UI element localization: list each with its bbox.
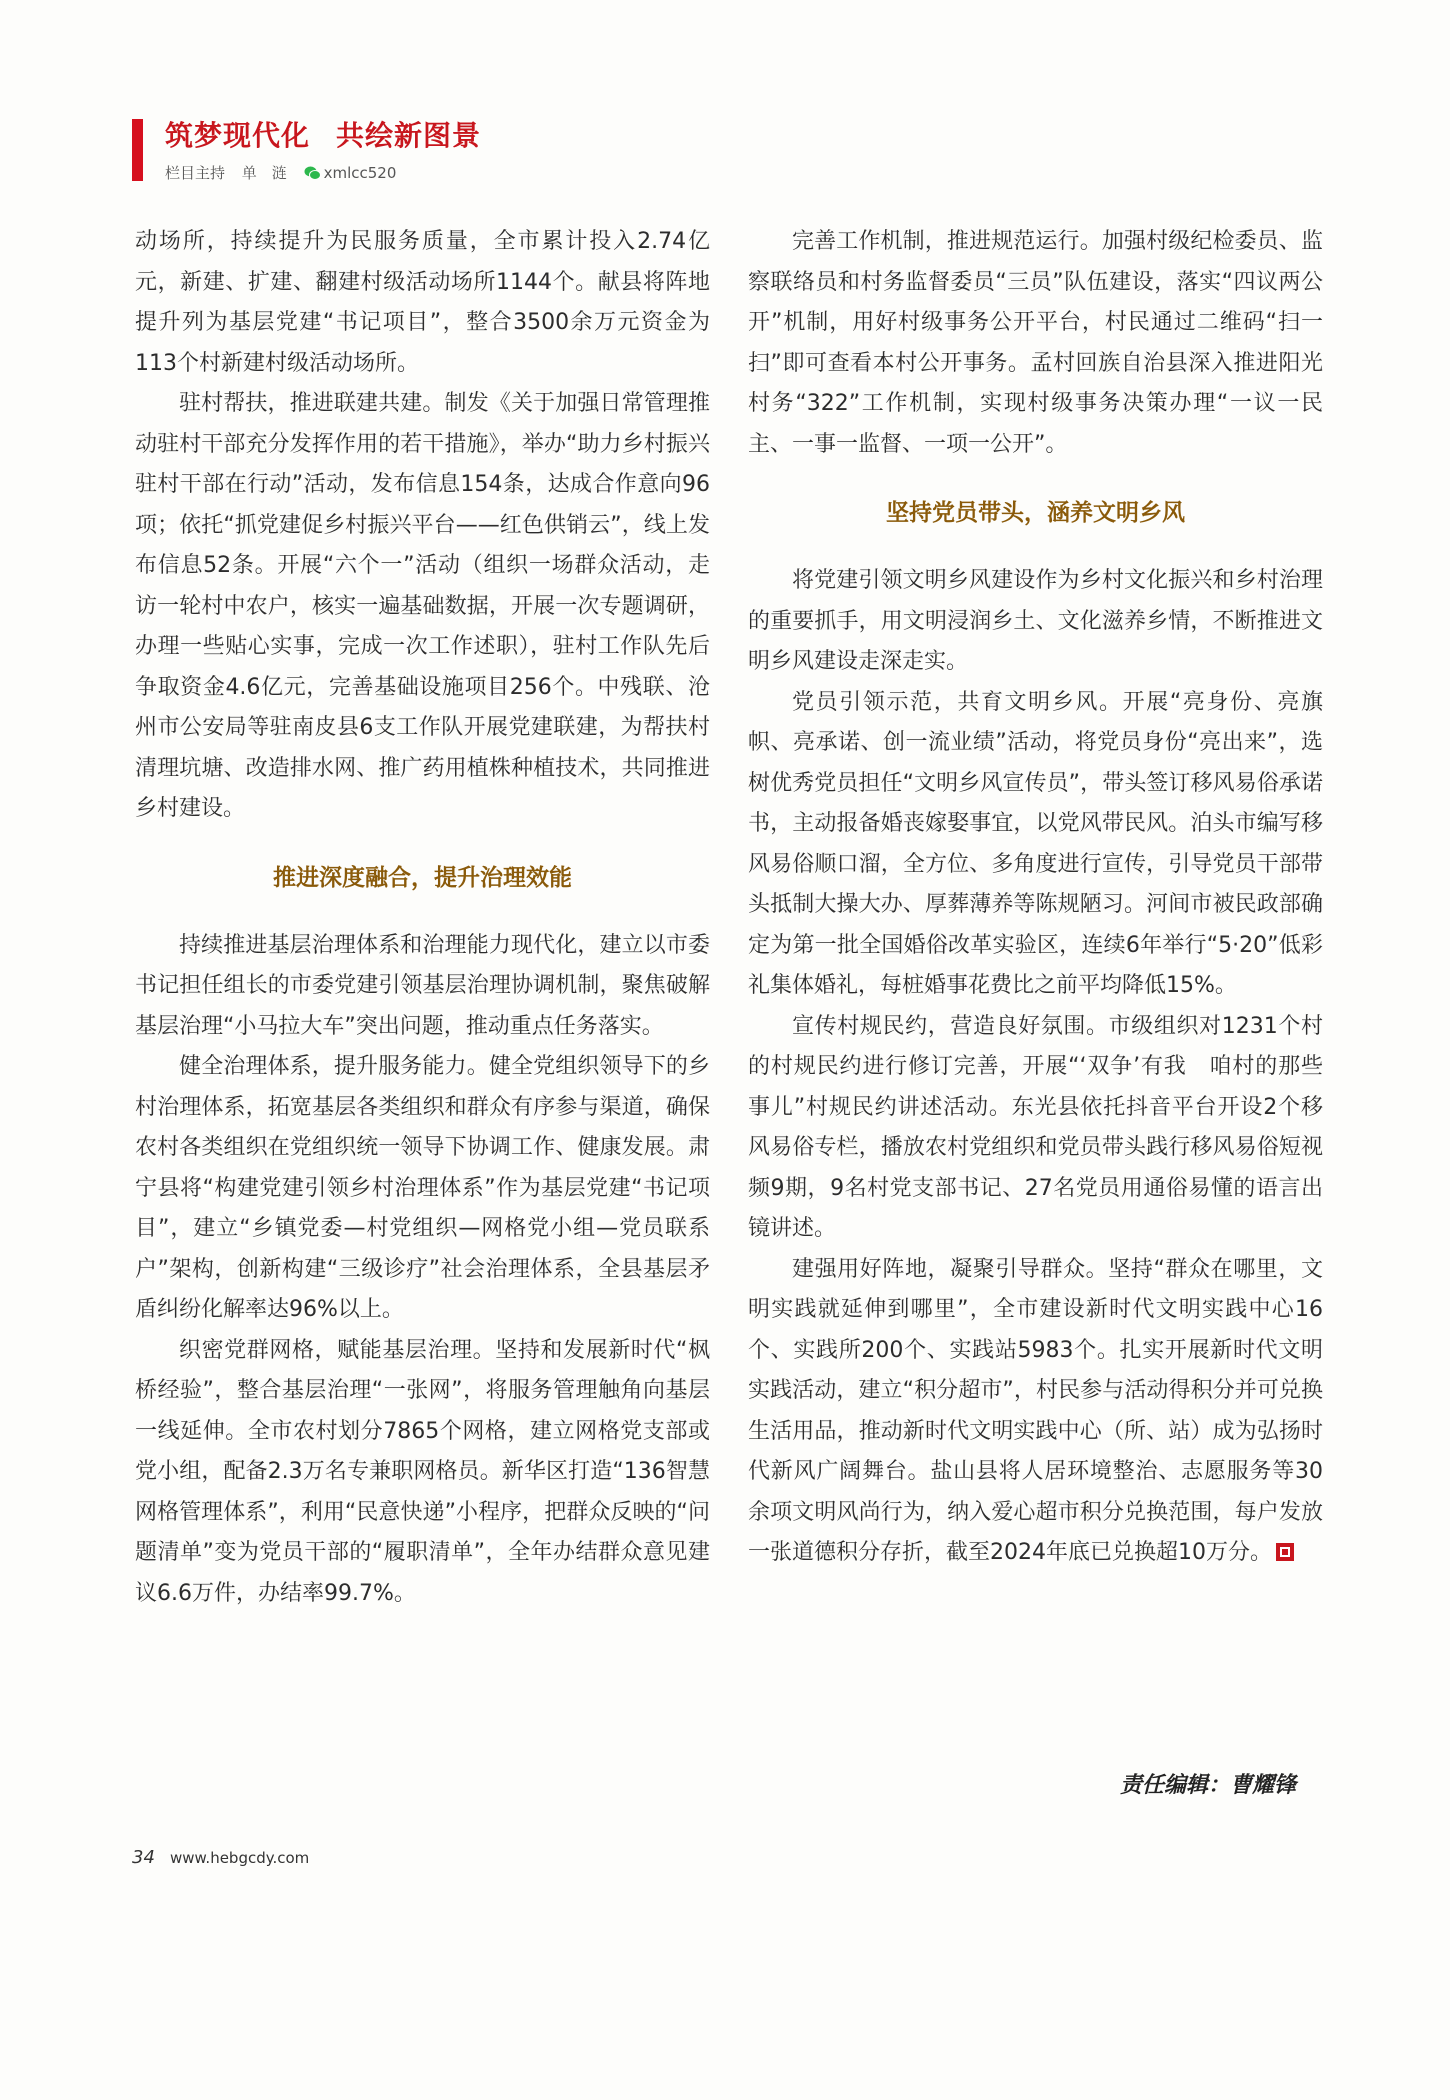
host-label: 栏目主持 — [165, 164, 226, 182]
right-column — [748, 222, 1323, 1574]
section-heading: 坚持党员带头，涵养文明乡风 — [886, 500, 1185, 526]
paragraph: 健全治理体系，提升服务能力。健全党组织领导下的乡村治理体系，拓宽基层各类组织和群众有序参与渠道，确保农村各类组织在党组织统一领导下协调工作、健康发展。肃宁县将“构建党建引领乡村治理体系”作为基层党建“书记项目”，建立“乡镇党委—村党组织—网格党小组—党员联系户”架构，创新构建“三级诊疗”社会治理体系，全县基层矛盾纠纷化解率达96%以上。 — [135, 1054, 710, 1322]
paragraph-final-text: 建强用好阵地，凝聚引导群众。坚持“群众在哪里，文明实践就延伸到哪里”，全市建设新时代文明实践中心16个、实践所200个、实践站5983个。扎实开展新时代文明实践活动，建立“积分超市”，村民参与活动得积分并可兑换生活用品，推动新时代文明实践中心（所、站）成为弘扬时代新风广阔舞台。盐山县将人居环境整治、志愿服务等30余项文明风尚行为，纳入爱心超市积分兑换范围，每户发放一张道德积分存折，截至2024年底已兑换超10万分。 — [748, 1256, 1323, 1565]
wechat-id: xmlcc520 — [323, 164, 397, 182]
paragraph-final — [748, 1250, 1323, 1574]
section-heading: 推进深度融合，提升治理效能 — [273, 864, 572, 891]
paragraph: 完善工作机制，推进规范运行。加强村级纪检委员、监察联络员和村务监督委员“三员”队伍建设，落实“四议两公开”机制，用好村级事务公开平台，村民通过二维码“扫一扫”即可查看本村公开事务。孟村回族自治县深入推进阳光村务“322”工作机制，实现村级事务决策办理“一议一民主、一事一监督、一项一公开”。 — [748, 229, 1323, 457]
page-footer — [132, 1847, 309, 1868]
column-title — [165, 114, 481, 154]
website-url: www.hebgcdy.com — [170, 1849, 310, 1867]
column-host-line — [165, 162, 408, 183]
host-name: 单 涟 — [241, 164, 287, 182]
responsible-editor: 责任编辑：曹耀锋 — [1120, 1772, 1297, 1798]
paragraph: 驻村帮扶，推进联建共建。制发《关于加强日常管理推动驻村干部充分发挥作用的若干措施》，举办“助力乡村振兴 驻村干部在行动”活动，发布信息154条，达成合作意向96项；依托“抓党建促乡村振兴平台——红色供销云”，线上发布信息52条。开展“六个一”活动（组织一场群众活动，走访一轮村中农户，核实一遍基础数据，开展一次专题调研，办理一些贴心实事，完成一次工作述职），驻村工作队先后争取资金4.6亿元，完善基础设施项目256个。中残联、沧州市公安局等驻南皮县6支工作队开展党建联建，为帮扶村清理坑塘、改造排水网、推广药用植株种植技术，共同推进乡村建设。 — [135, 391, 733, 821]
paragraph: 将党建引领文明乡风建设作为乡村文化振兴和乡村治理的重要抓手，用文明浸润乡土、文化滋养乡情，不断推进文明乡风建设走深走实。 — [748, 568, 1323, 674]
paragraph: 动场所，持续提升为民服务质量，全市累计投入2.74亿元，新建、扩建、翻建村级活动场所1144个。献县将阵地提升列为基层党建“书记项目”，整合3500余万元资金为113个村新建村级活动场所。 — [135, 229, 710, 376]
header-accent-bar — [132, 119, 143, 181]
paragraph: 持续推进基层治理体系和治理能力现代化，建立以市委书记担任组长的市委党建引领基层治理协调机制，聚焦破解基层治理“小马拉大车”突出问题，推动重点任务落实。 — [135, 932, 710, 1039]
column-title-part2: 共绘新图景 — [336, 119, 482, 152]
paragraph: 织密党群网格，赋能基层治理。坚持和发展新时代“枫桥经验”，整合基层治理“一张网”，将服务管理触角向基层一线延伸。全市农村划分7865个网格，建立网格党支部或党小组，配备2.3万名专兼职网格员。新华区打造“136智慧网格管理体系”，利用“民意快递”小程序，把群众反映的“问题清单”变为党员干部的“履职清单”，全年办结群众意见建议6.6万件，办结率99.7%。 — [135, 1337, 710, 1606]
left-column — [135, 222, 733, 1614]
end-mark-icon — [1276, 1543, 1294, 1561]
wechat-icon — [304, 166, 321, 180]
page-number: 34 — [132, 1847, 155, 1868]
paragraph: 宣传村规民约，营造良好氛围。市级组织对1231个村的村规民约进行修订完善，开展“‘双争’有我 咱村的那些事儿”村规民约讲述活动。东光县依托抖音平台开设2个移风易俗专栏，播放农村党组织和党员带头践行移风易俗短视频9期，9名村党支部书记、27名党员用通俗易懂的语言出镜讲述。 — [748, 1013, 1323, 1241]
paragraph: 党员引领示范，共育文明乡风。开展“亮身份、亮旗帜、亮承诺、创一流业绩”活动，将党员身份“亮出来”，选树优秀党员担任“文明乡风宣传员”，带头签订移风易俗承诺书，主动报备婚丧嫁娶事宜，以党风带民风。泊头市编写移风易俗顺口溜，全方位、多角度进行宣传，引导党员干部带头抵制大操大办、厚葬薄养等陈规陋习。河间市被民政部确定为第一批全国婚俗改革实验区，连续6年举行“5·20”低彩礼集体婚礼，每桩婚事花费比之前平均降低15%。 — [748, 689, 1323, 998]
column-title-part1: 筑梦现代化 — [165, 119, 311, 152]
